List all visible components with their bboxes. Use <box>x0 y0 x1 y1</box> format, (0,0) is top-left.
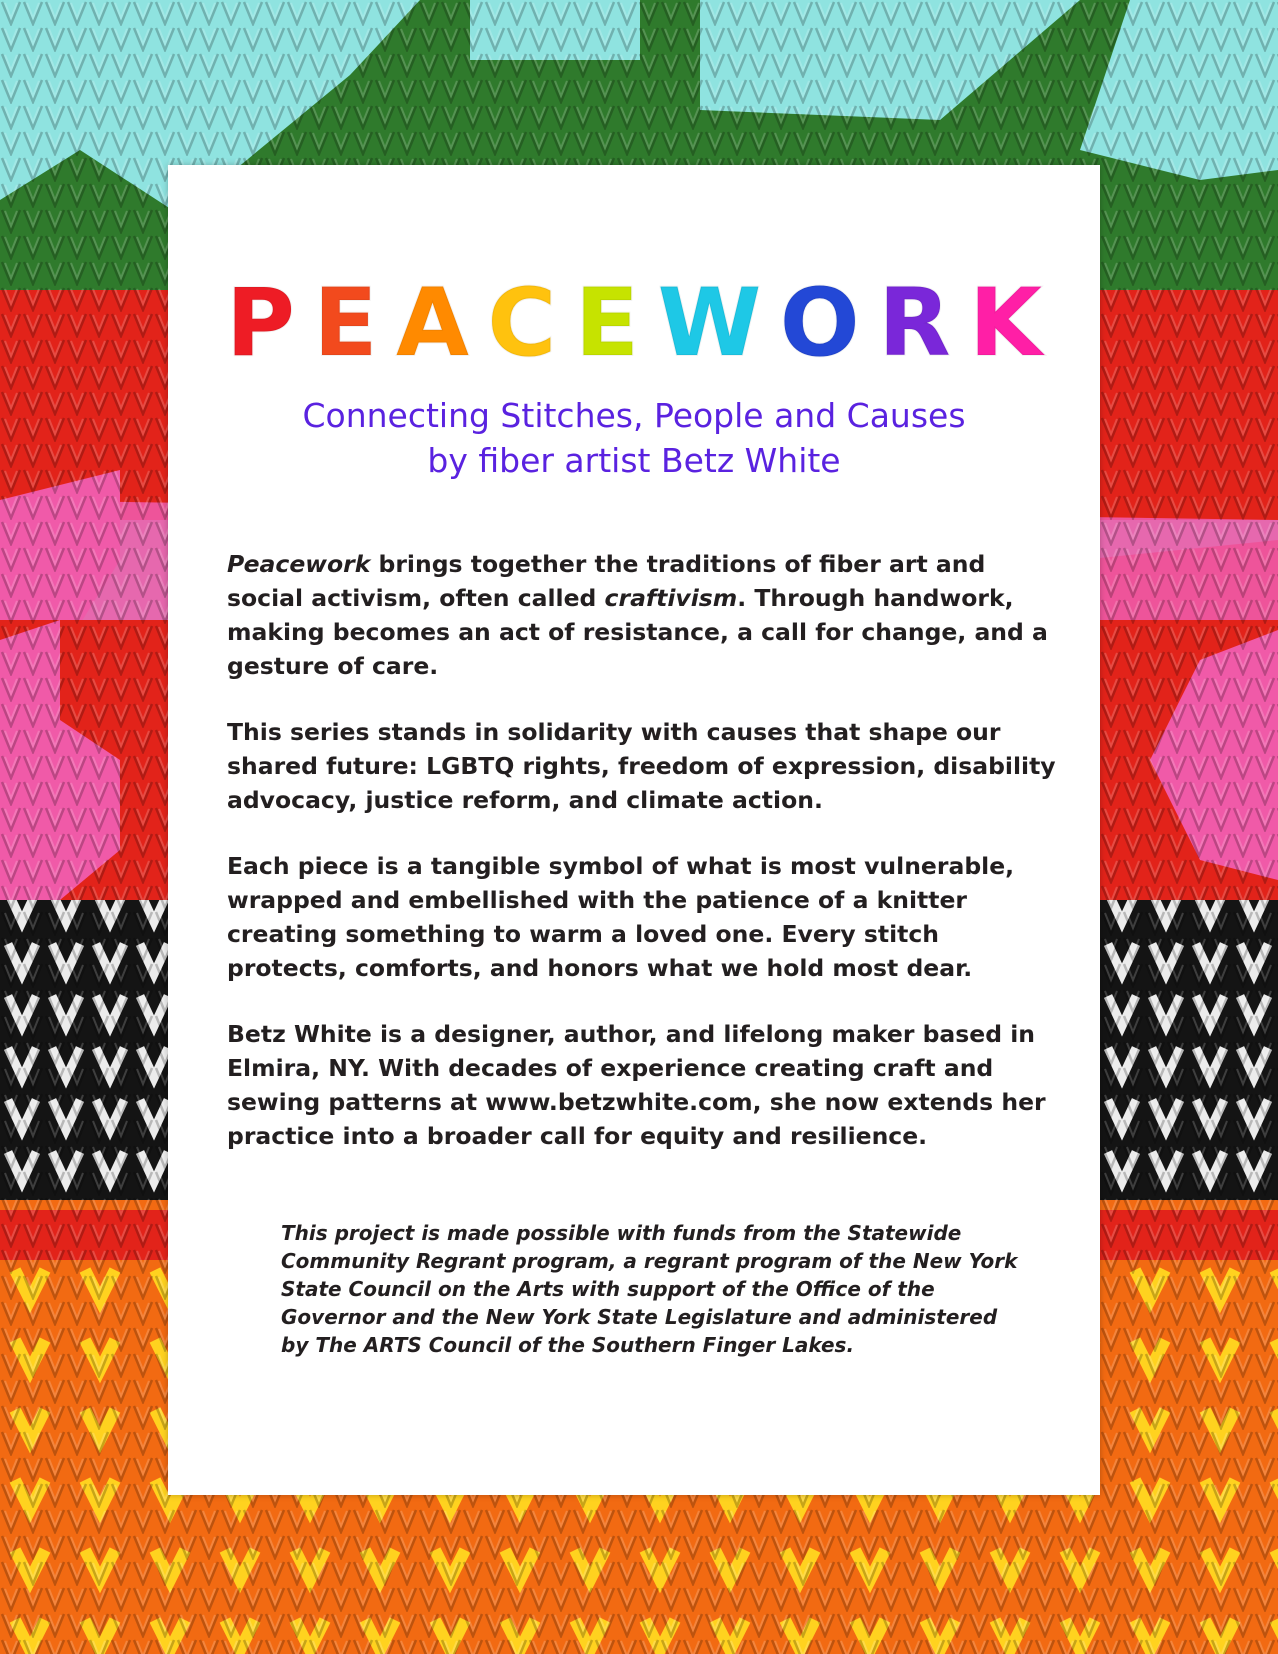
paragraph-solidarity: This series stands in solidarity with causes that shape our shared future: LGBTQ rights, freedom of expression, disability advocacy, justice reform, and climate action. <box>227 718 1056 814</box>
funding-credit: This project is made possible with funds from the Statewide Community Regrant program, a regrant program of the New York State Council on the Arts with support of the Office of the Governor and the New York State Legislature and administered by The ARTS Council of the Southern Finger Lakes. <box>281 1221 1018 1357</box>
title-letter: K <box>969 269 1042 378</box>
peacework-title <box>226 269 1042 379</box>
title-letter: O <box>779 269 860 378</box>
peacework-italic: Peacework <box>227 550 371 578</box>
craftivism-italic: craftivism <box>604 584 738 612</box>
title-letter: P <box>226 269 295 378</box>
body-text <box>227 547 1057 1185</box>
paragraph-bio: Betz White is a designer, author, and lifelong maker based in Elmira, NY. With decades of experience creating craft and sewing patterns at www.betzwhite.com, she now extends her practice into a broader call for equity and resilience. <box>227 1020 1046 1150</box>
intro-text-b: . Through handwork, making becomes an act of resistance, a call for change, and a gesture of care. <box>227 584 1048 680</box>
title-letter: E <box>574 269 640 378</box>
intro-text-a: brings together the traditions of fiber art and social activism, often called <box>227 550 986 612</box>
title-letter: C <box>487 269 557 378</box>
paragraph-intro <box>227 547 1057 683</box>
subtitle <box>168 393 1100 483</box>
title-letter: R <box>878 269 951 378</box>
text-card <box>168 165 1100 1495</box>
paragraph-symbol: Each piece is a tangible symbol of what is most vulnerable, wrapped and embellished with the patience of a knitter creating something to warm a loved one. Every stitch protects, comforts, and honors what we hold most dear. <box>227 852 1015 982</box>
subtitle-line-2: by fiber artist Betz White <box>427 441 841 480</box>
title-letter: A <box>396 269 469 378</box>
title-letter: E <box>313 269 378 378</box>
subtitle-line-1: Connecting Stitches, People and Causes <box>302 396 966 435</box>
title-letter: W <box>657 269 762 378</box>
